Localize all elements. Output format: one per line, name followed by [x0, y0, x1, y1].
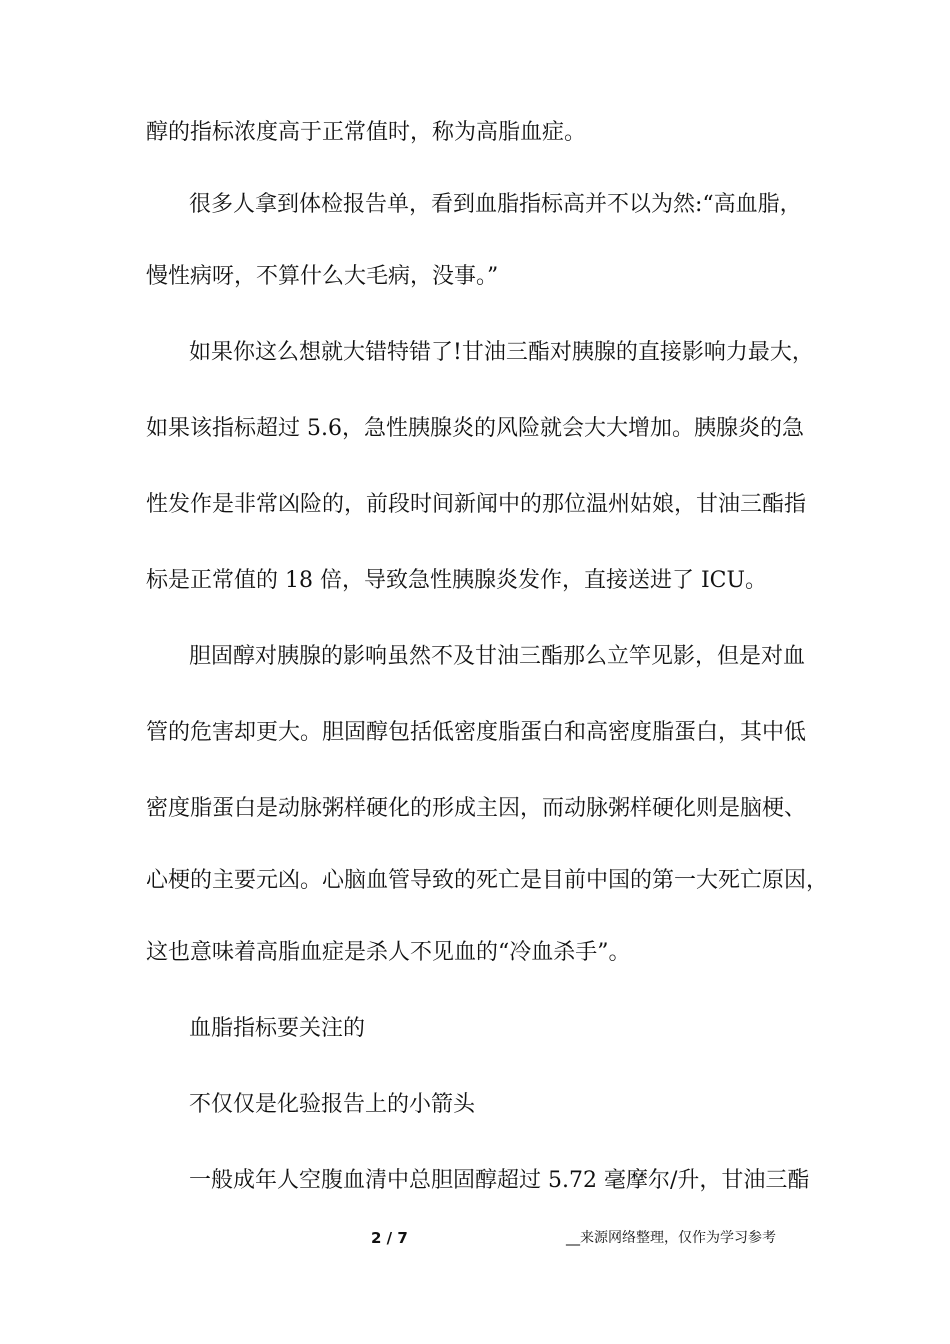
text-line-13: 血脂指标要关注的 [189, 1016, 366, 1041]
footer-note: __来源网络整理，仅作为学习参考 [566, 1230, 776, 1246]
page-number: 2 / 7 [371, 1229, 408, 1247]
text-line-8: 胆固醇对胰腺的影响虽然不及甘油三酯那么立竿见影，但是对血 [189, 644, 806, 669]
text-line-7: 标是正常值的 18 倍，导致急性胰腺炎发作，直接送进了 ICU。 [146, 568, 768, 593]
text-line-9: 管的危害却更大。胆固醇包括低密度脂蛋白和高密度脂蛋白，其中低 [146, 720, 807, 745]
text-line-11: 心梗的主要元凶。心脑血管导致的死亡是目前中国的第一大死亡原因， [146, 868, 829, 893]
text-line-5: 如果该指标超过 5.6，急性胰腺炎的风险就会大大增加。胰腺炎的急 [146, 416, 804, 441]
text-line-3: 慢性病呀，不算什么大毛病，没事。” [146, 264, 499, 289]
text-line-4: 如果你这么想就大错特错了!甘油三酯对胰腺的直接影响力最大， [189, 340, 814, 365]
text-line-6: 性发作是非常凶险的，前段时间新闻中的那位温州姑娘，甘油三酯指 [146, 492, 807, 517]
text-line-14: 不仅仅是化验报告上的小箭头 [189, 1092, 476, 1117]
text-line-12: 这也意味着高脂血症是杀人不见血的“冷血杀手”。 [146, 940, 631, 965]
text-line-10: 密度脂蛋白是动脉粥样硬化的形成主因，而动脉粥样硬化则是脑梗、 [146, 796, 807, 821]
text-line-1: 醇的指标浓度高于正常值时，称为高脂血症。 [146, 120, 587, 145]
text-line-2: 很多人拿到体检报告单，看到血脂指标高并不以为然:“高血脂， [189, 192, 802, 217]
text-line-15: 一般成年人空腹血清中总胆固醇超过 5.72 毫摩尔/升，甘油三酯 [189, 1168, 810, 1193]
